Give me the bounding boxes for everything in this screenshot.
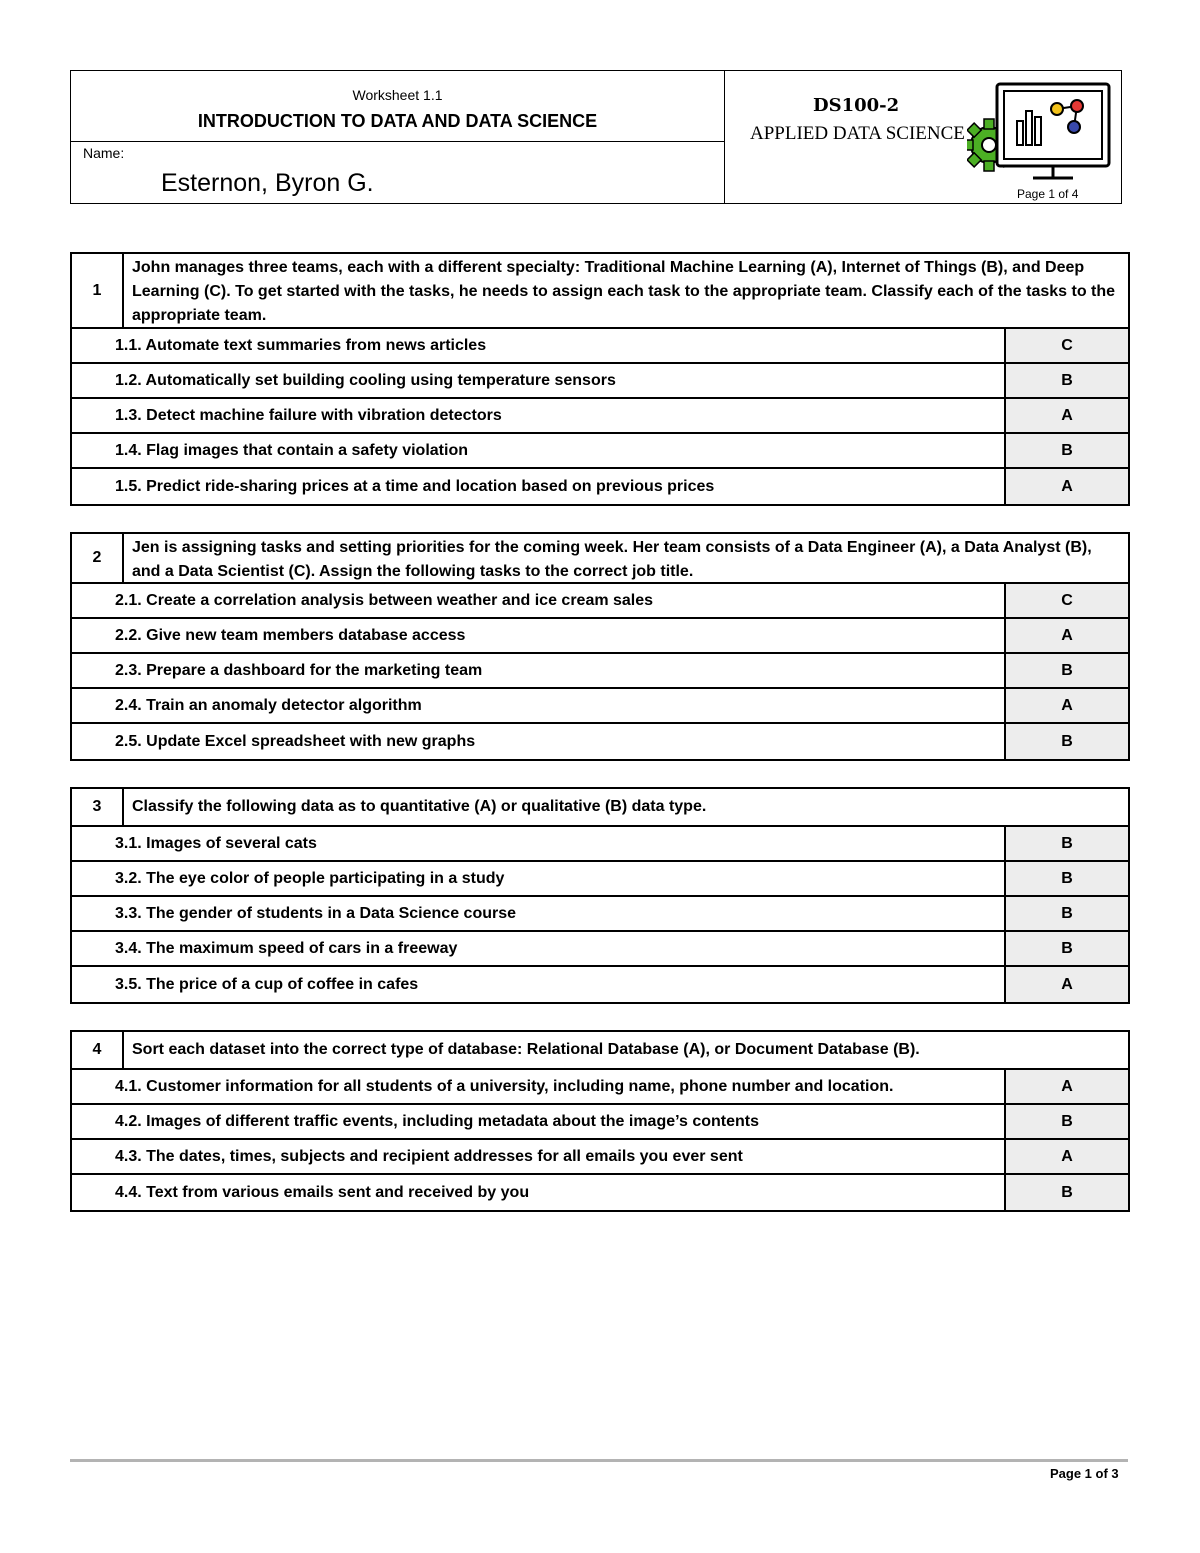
question-table-2 — [70, 532, 1130, 761]
question-number: 4 — [72, 1032, 124, 1068]
item-text: 4.1. Customer information for all students of a university, including name, phone number and location. — [72, 1070, 1006, 1103]
header-page-number: Page 1 of 4 — [1017, 187, 1079, 201]
question-prompt: Jen is assigning tasks and setting priorities for the coming week. Her team consists of a Data Engineer (A), a Data Analyst (B), and a Data Scientist (C). Assign the following tasks to the correct job title. — [132, 539, 1092, 580]
answer-cell[interactable]: B — [1006, 1175, 1128, 1210]
item-text: 2.5. Update Excel spreadsheet with new graphs — [72, 724, 1006, 759]
question-header — [72, 534, 1128, 584]
answer-cell[interactable]: A — [1006, 1140, 1128, 1173]
worksheet-title: INTRODUCTION TO DATA AND DATA SCIENCE — [197, 111, 598, 131]
question-prompt: John manages three teams, each with a different specialty: Traditional Machine Learning (A), Internet of Things (B), and Deep Learning (C). To get started with the tasks, he needs to assign each task to the appropriate team. Classify each of the tasks to the appropriate team. — [132, 259, 1116, 324]
answer-cell[interactable]: A — [1006, 1070, 1128, 1103]
answer-cell[interactable]: A — [1006, 619, 1128, 652]
answer-cell[interactable]: B — [1006, 932, 1128, 965]
question-number: 1 — [72, 254, 124, 327]
item-text: 1.4. Flag images that contain a safety violation — [72, 434, 1006, 467]
title-area — [71, 71, 724, 142]
question-table-3 — [70, 787, 1130, 1004]
item-text: 2.3. Prepare a dashboard for the marketing team — [72, 654, 1006, 687]
answer-cell[interactable]: B — [1006, 434, 1128, 467]
item-text: 1.5. Predict ride-sharing prices at a time and location based on previous prices — [72, 469, 1006, 504]
table-row — [72, 932, 1128, 967]
table-row — [72, 1175, 1128, 1210]
header-right-panel — [725, 71, 1121, 203]
answer-cell[interactable]: C — [1006, 329, 1128, 362]
course-code: DS100-2 — [813, 95, 900, 116]
question-number: 3 — [72, 789, 124, 825]
answer-cell[interactable]: A — [1006, 689, 1128, 722]
item-text: 3.5. The price of a cup of coffee in cafes — [72, 967, 1006, 1002]
table-row — [72, 862, 1128, 897]
item-text: 4.2. Images of different traffic events, including metadata about the image’s contents — [72, 1105, 1006, 1138]
table-row — [72, 897, 1128, 932]
item-text: 3.3. The gender of students in a Data Science course — [72, 897, 1006, 930]
question-prompt: Classify the following data as to quantitative (A) or qualitative (B) data type. — [132, 798, 707, 815]
question-table-1 — [70, 252, 1130, 506]
answer-cell[interactable]: B — [1006, 654, 1128, 687]
table-row — [72, 689, 1128, 724]
answer-cell[interactable]: C — [1006, 584, 1128, 617]
item-text: 2.1. Create a correlation analysis between weather and ice cream sales — [72, 584, 1006, 617]
footer-divider — [70, 1459, 1128, 1462]
question-number: 2 — [72, 534, 124, 582]
answer-cell[interactable]: B — [1006, 897, 1128, 930]
answer-cell[interactable]: B — [1006, 724, 1128, 759]
table-row — [72, 329, 1128, 364]
item-text: 1.3. Detect machine failure with vibration detectors — [72, 399, 1006, 432]
table-row — [72, 364, 1128, 399]
item-text: 2.2. Give new team members database access — [72, 619, 1006, 652]
question-header — [72, 254, 1128, 329]
item-text: 2.4. Train an anomaly detector algorithm — [72, 689, 1006, 722]
question-prompt: Sort each dataset into the correct type of database: Relational Database (A), or Document Database (B). — [132, 1041, 920, 1058]
answer-cell[interactable]: B — [1006, 364, 1128, 397]
question-header — [72, 789, 1128, 827]
table-row — [72, 1105, 1128, 1140]
question-header — [72, 1032, 1128, 1070]
student-name: Esternon, Byron G. — [161, 169, 374, 197]
name-area — [71, 142, 724, 203]
worksheet-label: Worksheet 1.1 — [352, 87, 443, 103]
name-label: Name: — [83, 145, 125, 161]
table-row — [72, 1140, 1128, 1175]
item-text: 4.3. The dates, times, subjects and recipient addresses for all emails you ever sent — [72, 1140, 1006, 1173]
item-text: 4.4. Text from various emails sent and received by you — [72, 1175, 1006, 1210]
table-row — [72, 724, 1128, 759]
table-row — [72, 1070, 1128, 1105]
header-left-panel — [71, 71, 725, 203]
table-row — [72, 654, 1128, 689]
data-science-monitor-gear-icon — [967, 81, 1112, 193]
question-table-4 — [70, 1030, 1130, 1212]
course-name: APPLIED DATA SCIENCE — [750, 123, 965, 144]
item-text: 3.1. Images of several cats — [72, 827, 1006, 860]
item-text: 3.4. The maximum speed of cars in a freeway — [72, 932, 1006, 965]
answer-cell[interactable]: B — [1006, 827, 1128, 860]
table-row — [72, 399, 1128, 434]
answer-cell[interactable]: A — [1006, 967, 1128, 1002]
table-row — [72, 827, 1128, 862]
footer-page-number: Page 1 of 3 — [1050, 1466, 1119, 1481]
table-row — [72, 967, 1128, 1002]
table-row — [72, 469, 1128, 504]
table-row — [72, 619, 1128, 654]
answer-cell[interactable]: A — [1006, 399, 1128, 432]
table-row — [72, 434, 1128, 469]
answer-cell[interactable]: A — [1006, 469, 1128, 504]
answer-cell[interactable]: B — [1006, 1105, 1128, 1138]
answer-cell[interactable]: B — [1006, 862, 1128, 895]
item-text: 1.1. Automate text summaries from news articles — [72, 329, 1006, 362]
worksheet-header — [70, 70, 1122, 204]
item-text: 3.2. The eye color of people participating in a study — [72, 862, 1006, 895]
table-row — [72, 584, 1128, 619]
item-text: 1.2. Automatically set building cooling using temperature sensors — [72, 364, 1006, 397]
